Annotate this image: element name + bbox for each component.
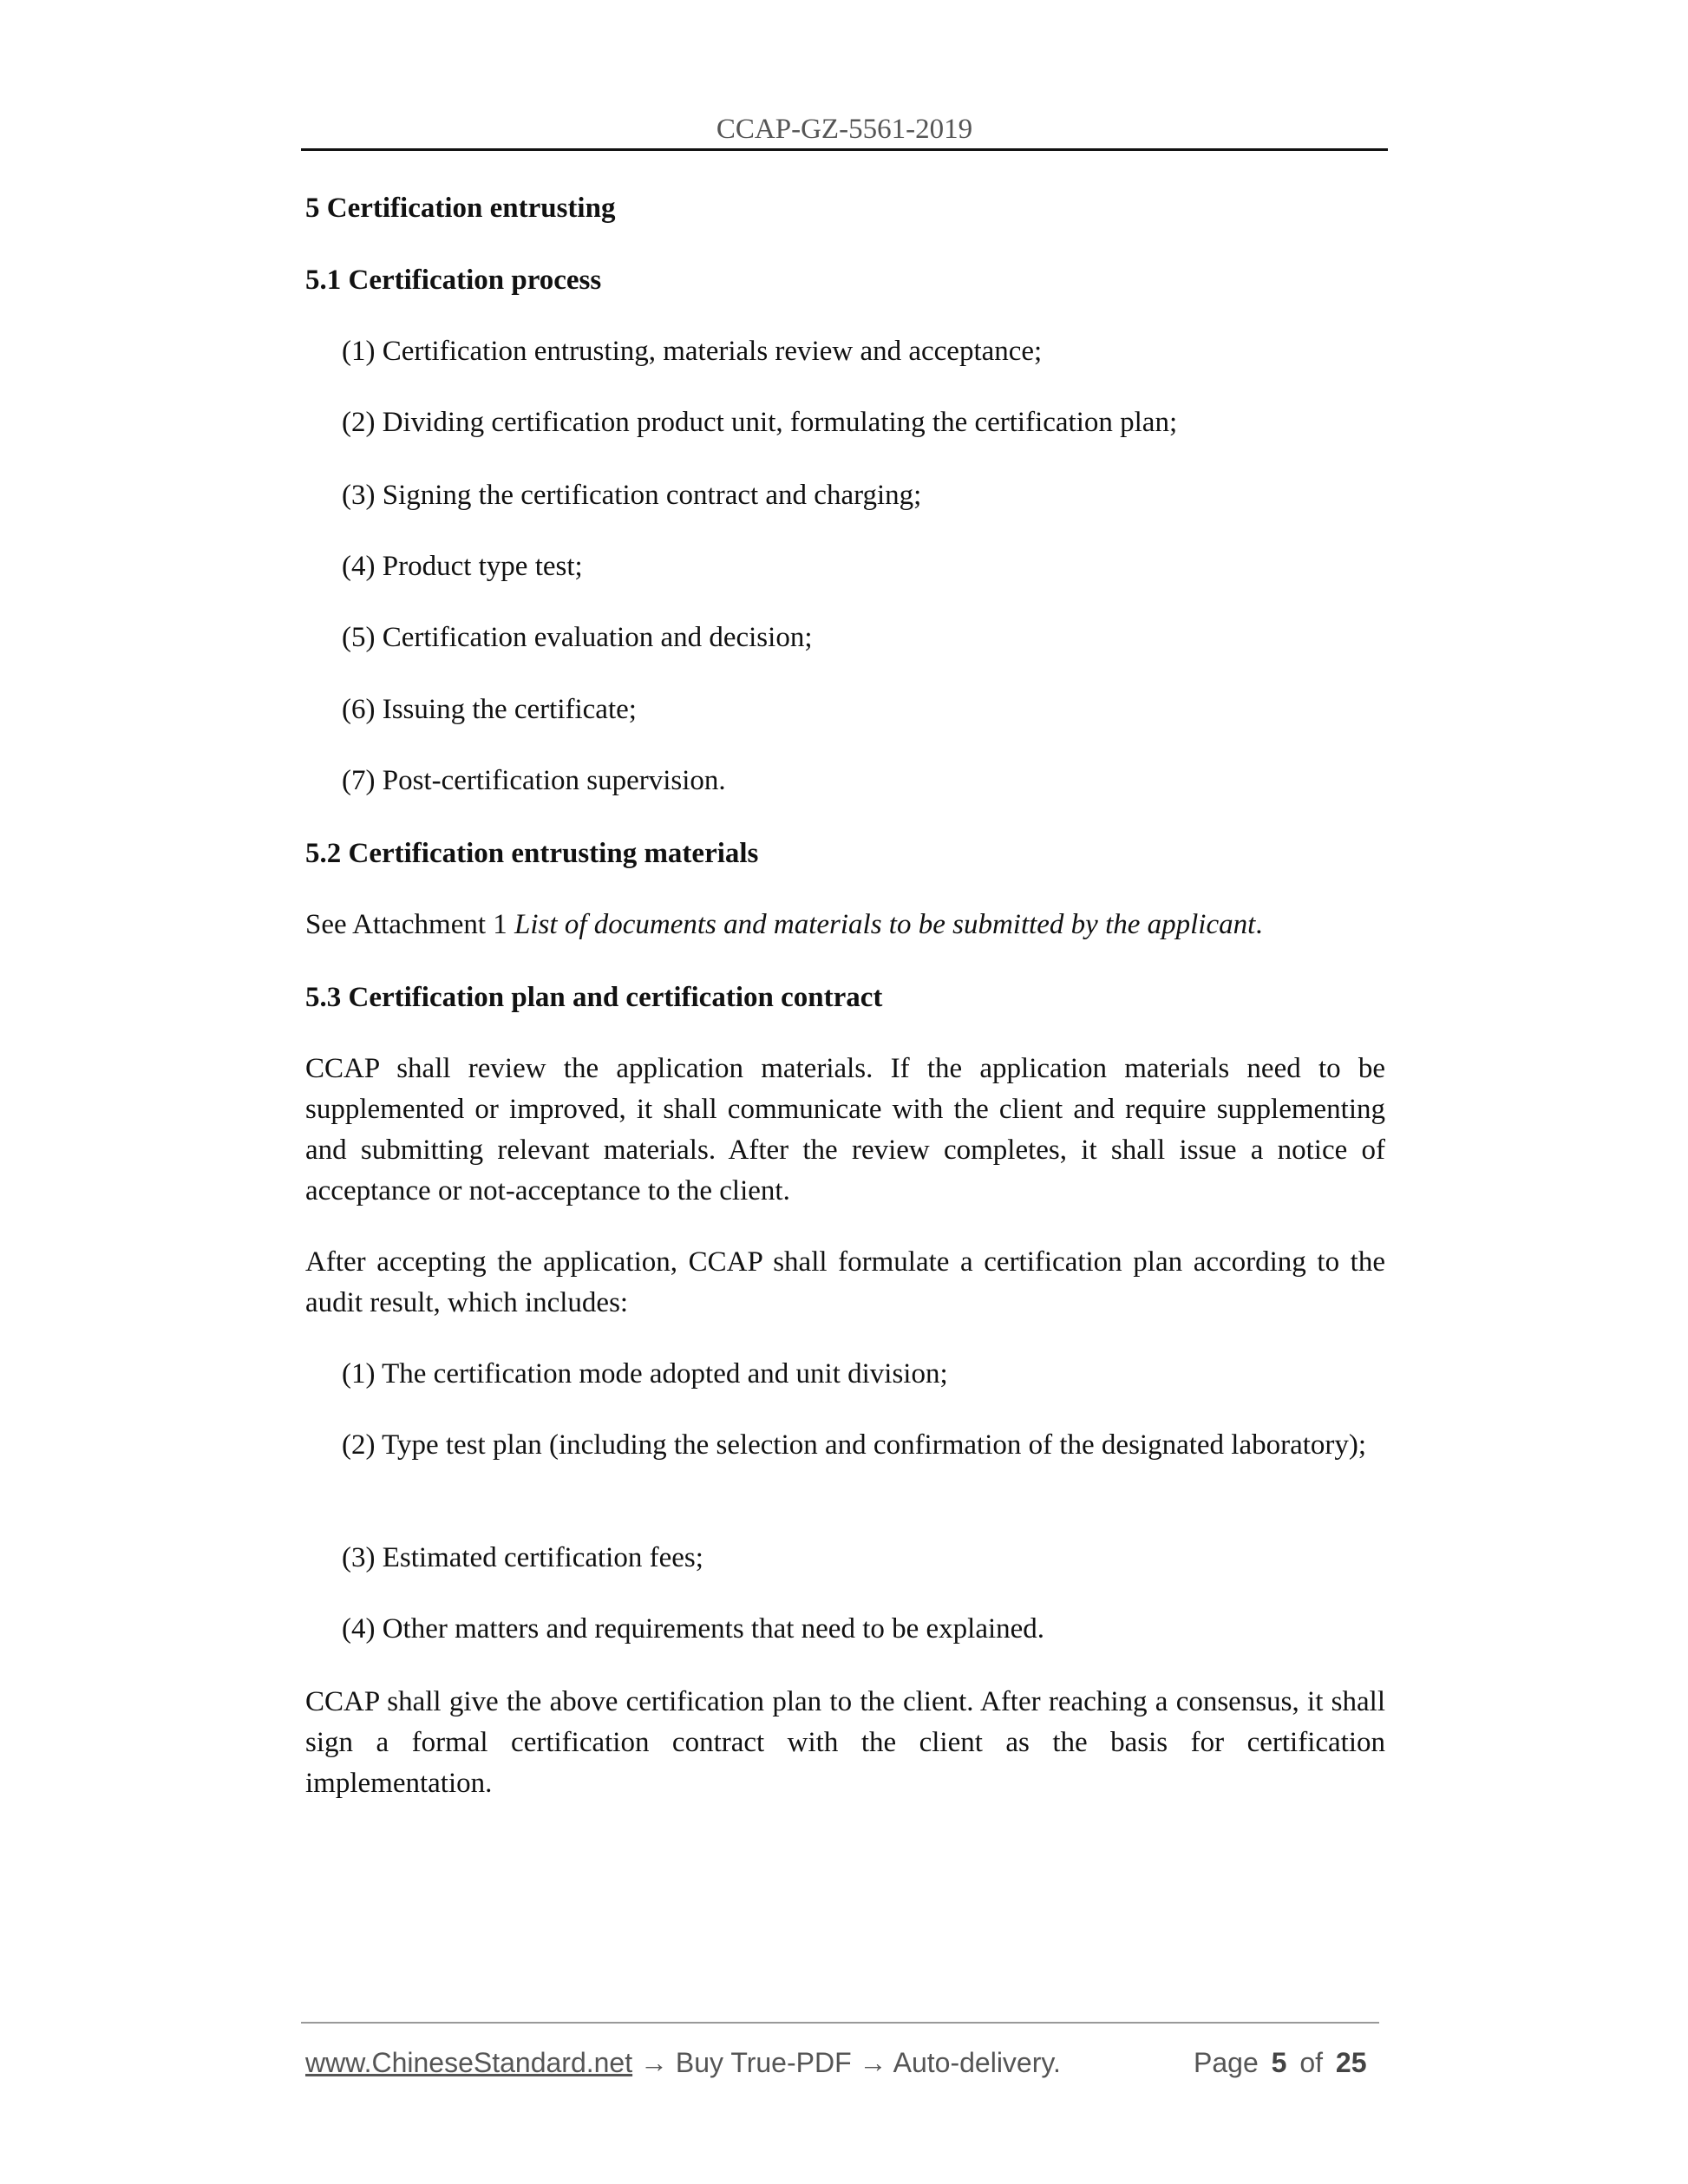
list-item: (1) The certification mode adopted and unit division;	[342, 1358, 948, 1390]
attachment-reference	[305, 905, 1385, 945]
paragraph-review: CCAP shall review the application materials. If the application materials need to be supplemented or improved, it shall communicate with the client and require supplementing and submitting relevant materials. After the review completes, it shall issue a notice of acceptance or not-acceptance to the client.	[305, 1053, 1385, 1206]
footer-rule	[301, 2022, 1379, 2024]
list-item: (2) Dividing certification product unit, formulating the certification plan;	[342, 407, 1178, 438]
paragraph-contract: CCAP shall give the above certification plan to the client. After reaching a consensus, it shall sign a formal certification contract with the client as the basis for certification implementation.	[305, 1686, 1385, 1799]
list-item: (3) Estimated certification fees;	[342, 1542, 703, 1573]
reference-suffix: .	[1255, 909, 1263, 940]
page-label: Page	[1194, 2047, 1259, 2078]
list-item: (3) Signing the certification contract and charging;	[342, 480, 922, 511]
document-id-header: CCAP-GZ-5561-2019	[716, 114, 973, 145]
list-item: (6) Issuing the certificate;	[342, 694, 637, 725]
reference-prefix: See Attachment 1	[305, 909, 515, 940]
heading-section-5-3: 5.3 Certification plan and certification contract	[305, 982, 883, 1013]
list-item: (5) Certification evaluation and decision;	[342, 622, 813, 653]
attachment-title: List of documents and materials to be submitted by the applicant	[514, 909, 1256, 940]
website-link[interactable]: www.ChineseStandard.net	[305, 2047, 633, 2078]
list-item: (7) Post-certification supervision.	[342, 765, 726, 796]
page-number: 5	[1271, 2047, 1287, 2078]
heading-section-5: 5 Certification entrusting	[305, 193, 616, 224]
heading-section-5-2: 5.2 Certification entrusting materials	[305, 838, 759, 869]
of-label: of	[1299, 2047, 1323, 2078]
list-item: (1) Certification entrusting, materials review and acceptance;	[342, 336, 1043, 367]
total-pages: 25	[1335, 2047, 1367, 2078]
header-rule	[301, 148, 1388, 151]
page-indicator	[1194, 2047, 1366, 2078]
heading-section-5-1: 5.1 Certification process	[305, 265, 602, 296]
paragraph-plan-intro: After accepting the application, CCAP shall formulate a certification plan according to the audit result, which includes:	[305, 1246, 1385, 1318]
list-item: (4) Product type test;	[342, 551, 583, 582]
footer-promo	[305, 2047, 1061, 2078]
list-item: (2) Type test plan (including the selection and confirmation of the designated laboratory);	[342, 1429, 1367, 1461]
footer-promo-text: → Buy True-PDF → Auto-delivery.	[632, 2047, 1061, 2078]
list-item: (4) Other matters and requirements that need to be explained.	[342, 1613, 1045, 1645]
